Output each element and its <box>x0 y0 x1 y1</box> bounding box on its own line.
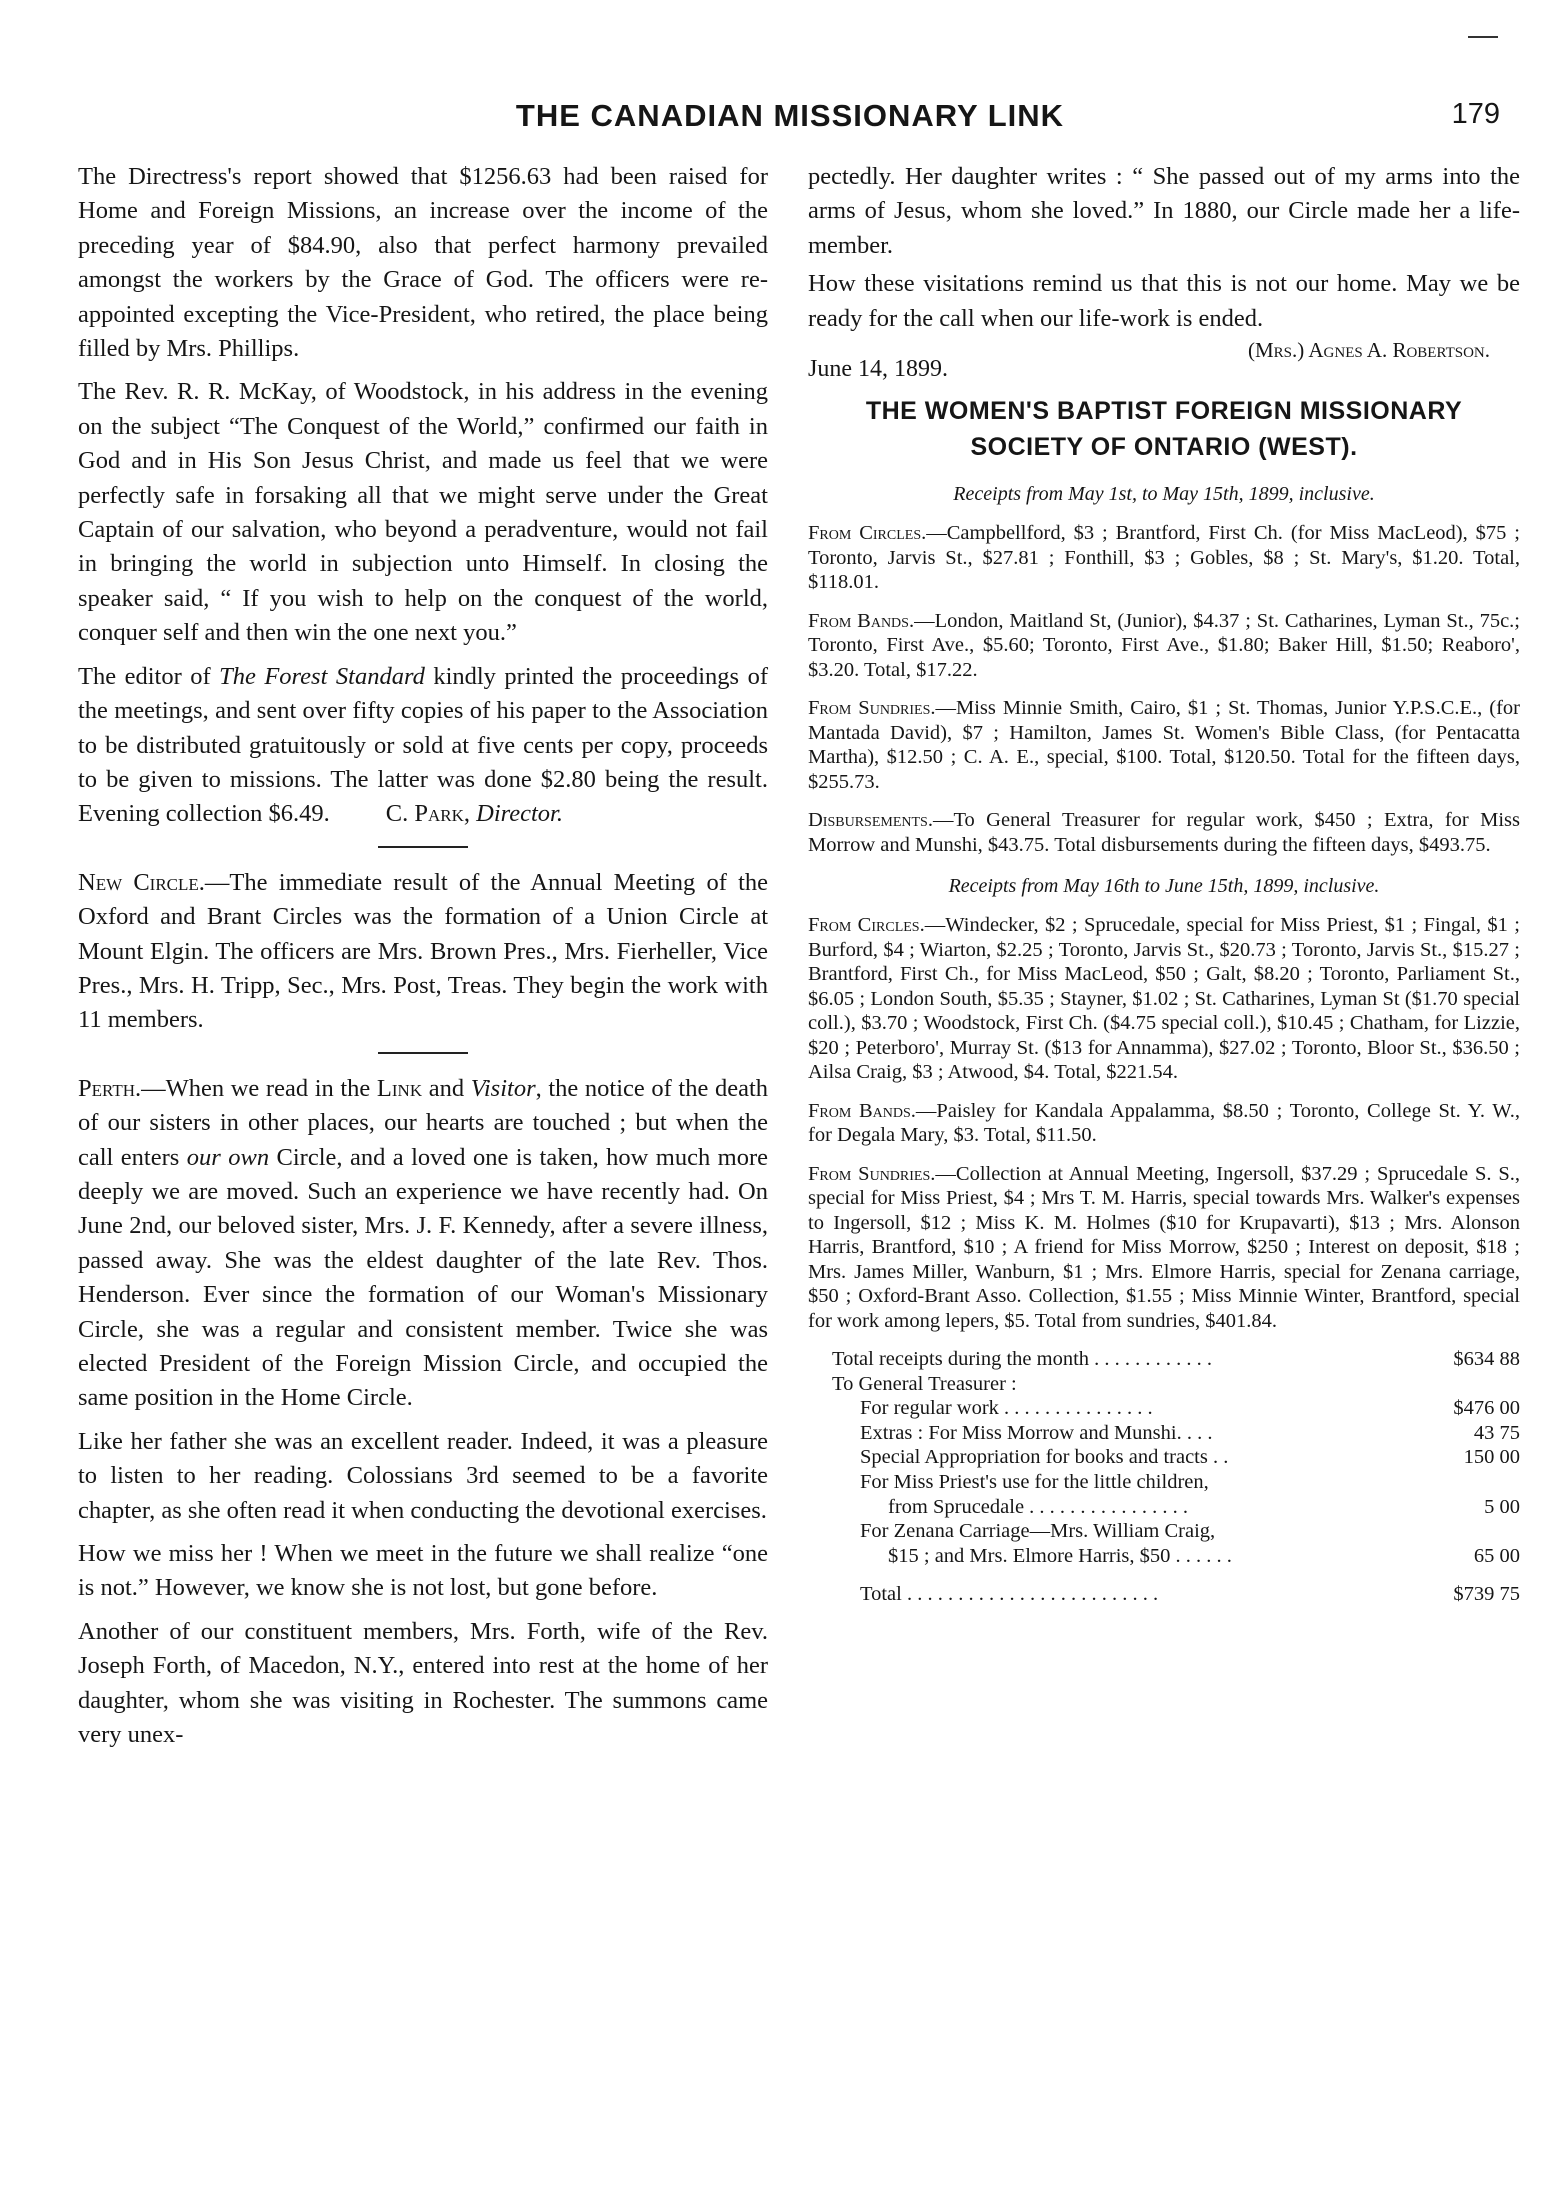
sundries-receipts-2: From Sundries.—Collection at Annual Meeting, Ingersoll, $37.29 ; Sprucedale S. S., special for Miss Priest, $4 ; Mrs T. M. Harris, special towards Mrs. Walker's expenses to Ingersoll, $12 ; Miss K. M. Holmes ($10 for Krupavarti), $13 ; Mrs. Alonson Harris, Brantford, $10 ; A friend for Miss Morrow, $250 ; Interest on deposit, $18 ; Mrs. James Miller, Wanburn, $1 ; Mrs. Elmore Harris, special for Zenana carriage, $50 ; Oxford-Brant Asso. Collection, $1.55 ; Miss Minnie Winter, Brantford, special for work among lepers, $5. Total from sundries, $401.84. <box>808 1162 1521 1332</box>
special-appropriation-row: Special Appropriation for books and tracts . . 150 00 <box>860 1446 1520 1469</box>
society-heading: THE WOMEN'S BAPTIST FOREIGN MISSIONARY SOCIETY OF ONTARIO (WEST). <box>865 397 1463 462</box>
signature-name: (Mrs.) Agnes A. Robertson. <box>1248 338 1490 363</box>
paragraph-excellent-reader: Like her father she was an excellent reader. Indeed, it was a pleasure to listen to her reading. Colossians 3rd seemed to be a favorite chapter, as she often read it when conducting the devotional exercises. <box>78 1427 768 1524</box>
receipts-period-1: Receipts from May 1st, to May 15th, 1899, inclusive. <box>953 483 1375 506</box>
director-signature: C. Park, Director. <box>385 800 563 828</box>
zenana-row-label: For Zenana Carriage—Mrs. William Craig, <box>860 1520 1216 1543</box>
page-number: 179 <box>1451 98 1500 130</box>
receipts-period-2: Receipts from May 16th to June 15th, 1899, inclusive. <box>948 875 1380 898</box>
paragraph-mckay-address: The Rev. R. R. McKay, of Woodstock, in his address in the evening on the subject “The Conquest of the World,” confirmed our faith in God and in His Son Jesus Christ, and made us feel that we were perfectly safe in forsaking all that we might serve under the Great Captain of our salvation, who beyond a peradventure, would not fail in bringing the world in subjection unto Himself. In closing the speaker said, “ If you wish to help on the conquest of the world, conquer self and then win the one next you.” <box>78 378 768 647</box>
circles-receipts-2: From Circles.—Windecker, $2 ; Sprucedale, special for Miss Priest, $1 ; Fingal, $1 ; Burford, $4 ; Wiarton, $2.25 ; Toronto, Jarvis St., $20.73 ; Toronto, Jarvis St., $15.27 ; Brantford, First Ch., for Miss MacLeod, $50 ; Galt, $8.20 ; Toronto, Parliament St., $6.05 ; London South, $5.35 ; Stayner, $1.02 ; St. Catharines, Lyman St ($1.70 special coll.), $3.70 ; Woodstock, First Ch. ($4.75 special coll.), $10.45 ; Chatham, for Lizzie, $20 ; Peterboro', Murray St. ($13 for Annamma), $27.02 ; Toronto, Bloor St., $36.50 ; Ailsa Craig, $3 ; Atwood, $4. Total, $221.54. <box>808 914 1521 1084</box>
regular-work-row: For regular work . . . . . . . . . . . . . . . $476 00 <box>860 1397 1520 1420</box>
page-header <box>80 98 1500 140</box>
left-column <box>78 160 768 1761</box>
extras-row: Extras : For Miss Morrow and Munshi. . . . 43 75 <box>860 1421 1520 1444</box>
newspaper-title: The Forest Standard <box>219 662 425 690</box>
miss-priest-row: from Sprucedale . . . . . . . . . . . . . . . . 5 00 <box>888 1495 1520 1518</box>
grand-total-row: Total . . . . . . . . . . . . . . . . . . . . . . . . . $739 75 <box>860 1583 1520 1606</box>
paragraph-mrs-forth: Another of our constituent members, Mrs. Forth, wife of the Rev. Joseph Forth, of Macedon, N.Y., entered into rest at the home of her daughter, whom she was visiting in Rochester. The summons came very unex- <box>78 1617 768 1749</box>
running-title: THE CANADIAN MISSIONARY LINK <box>515 98 1065 133</box>
zenana-row: $15 ; and Mrs. Elmore Harris, $50 . . . . . . 65 00 <box>888 1544 1520 1567</box>
bands-receipts-1: From Bands.—London, Maitland St, (Junior), $4.37 ; St. Catharines, Lyman St., 75c.; Toronto, First Ave., $5.60; Toronto, First Ave., $1.80; Baker Hill, $1.50; Reaboro', $3.20. Total, $17.22. <box>808 609 1520 681</box>
signature-block <box>808 338 1520 383</box>
total-receipts-row: Total receipts during the month . . . . . . . . . . . . $634 88 <box>832 1348 1520 1371</box>
paragraph-perth: Perth.—When we read in the Link and Visitor, the notice of the death of our sisters in other places, our hearts are touched ; but when the call enters our own Circle, and a loved one is taken, how much more deeply we are moved. Such an experience we have recently had. On June 2nd, our beloved sister, Mrs. J. F. Kennedy, after a severe illness, passed away. She was the eldest daughter of the late Rev. Thos. Henderson. Ever since the formation of our Woman's Missionary Circle, she was a regular and consistent member. Twice she was elected President of the Foreign Mission Circle, and occupied the same position in the Home Circle. <box>78 1074 768 1412</box>
miss-priest-row-label: For Miss Priest's use for the little children, <box>860 1471 1209 1493</box>
section-divider <box>378 846 468 848</box>
sundries-receipts-1: From Sundries.—Miss Minnie Smith, Cairo, $1 ; St. Thomas, Junior Y.P.S.C.E., (for Mantada David), $7 ; Hamilton, James St. Women's Bible Class, (for Pentacatta Martha), $12.50 ; C. A. E., special, $100. Total, $120.50. Total for the fifteen days, $255.73. <box>808 697 1520 793</box>
page-corner-mark <box>1468 36 1498 38</box>
bands-receipts-2: From Bands.—Paisley for Kandala Appalamma, $8.50 ; Toronto, College St. Y. W., for Degala Mary, $3. Total, $11.50. <box>808 1099 1520 1147</box>
paragraph-continuation: pectedly. Her daughter writes : “ She passed out of my arms into the arms of Jesus, whom she loved.” In 1880, our Circle made her a life-member. <box>808 163 1520 259</box>
paragraph-forest-standard: The editor of The Forest Standard kindly printed the proceedings of the meetings, and sent over fifty copies of his paper to the Association to be distributed gratuitously or sold at five cents per copy, proceeds to be given to missions. The latter was done $2.80 being the result. Evening collection $6.49. C. Park, Director. <box>78 662 768 828</box>
paragraph-visitations: How these visitations remind us that this is not our home. May we be ready for the call when our life-work is ended. <box>808 270 1520 332</box>
paragraph-new-circle: New Circle.—The immediate result of the Annual Meeting of the Oxford and Brant Circles was the formation of a Union Circle at Mount Elgin. The officers are Mrs. Brown Pres., Mrs. Fierheller, Vice Pres., Mrs. H. Tripp, Sec., Mrs. Post, Treas. They begin the work with 11 members. <box>78 868 769 1034</box>
totals-table <box>808 1347 1520 1607</box>
paragraph-miss-her: How we miss her ! When we meet in the future we shall realize “one is not.” However, we know she is not lost, but gone before. <box>78 1540 768 1602</box>
section-divider <box>378 1052 468 1054</box>
disbursements-1: Disbursements.—To General Treasurer for regular work, $450 ; Extra, for Miss Morrow and Munshi, $43.75. Total disbursements during the fifteen days, $493.75. <box>808 809 1520 856</box>
signature-date: June 14, 1899. <box>808 356 948 383</box>
right-column <box>808 160 1520 1607</box>
circles-receipts-1: From Circles.—Campbellford, $3 ; Brantford, First Ch. (for Miss MacLeod), $75 ; Toronto, Jarvis St., $27.81 ; Fonthill, $3 ; Gobles, $8 ; St. Mary's, $1.20. Total, $118.01. <box>808 522 1520 594</box>
paragraph-directress-report: The Directress's report showed that $1256.63 had been raised for Home and Foreign Missions, an increase over the income of the preceding year of $84.90, also that perfect harmony prevailed amongst the workers by the Grace of God. The officers were re-appointed excepting the Vice-President, who retired, the place being filled by Mrs. Phillips. <box>78 163 768 363</box>
to-general-treasurer-row: To General Treasurer : <box>832 1372 1017 1395</box>
